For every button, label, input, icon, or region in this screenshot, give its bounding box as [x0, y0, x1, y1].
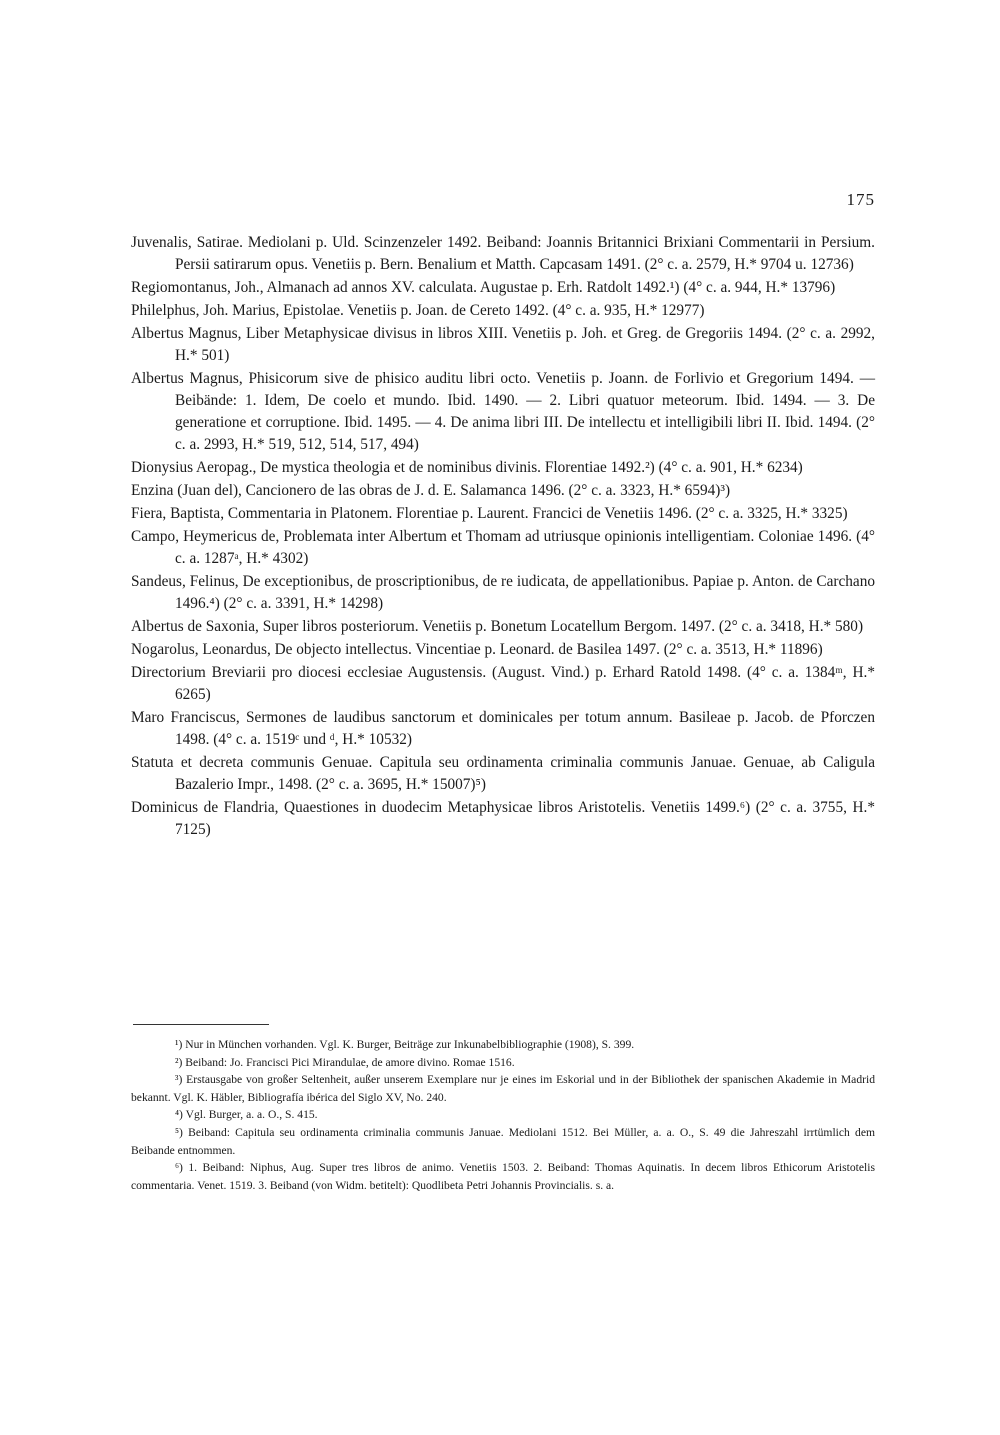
footnote: ¹) Nur in München vorhanden. Vgl. K. Burger, Beiträge zur Inkunabelbibliographie (1908), S. 399. [175, 1038, 635, 1051]
bibliography-entry: Juvenalis, Satirae. Mediolani p. Uld. Scinzenzeler 1492. Beiband: Joannis Britannici Brixiani Commentarii in Persium. Persii satirarum opus. Venetiis p. Bern. Benalium et Matth. Capcasam 1491. (2° c. a. 2579, H.* 9704 u. 12736) [131, 234, 875, 273]
bibliography-entry: Philelphus, Joh. Marius, Epistolae. Venetiis p. Joan. de Cereto 1492. (4° c. a. 935, H.* 12977) [131, 302, 705, 319]
footnote: ²) Beiband: Jo. Francisci Pici Mirandulae, de amore divino. Romae 1516. [175, 1055, 515, 1069]
bibliography-entry: Regiomontanus, Joh., Almanach ad annos XV. calculata. Augustae p. Erh. Ratdolt 1492.¹) (4° c. a. 944, H.* 13796) [131, 279, 836, 296]
bibliography-entry: Campo, Heymericus de, Problemata inter Albertum et Thomam ad utriusque opinionis intelligentiam. Coloniae 1496. (4° c. a. 1287ᵃ, H.* 4302) [131, 528, 875, 567]
bibliography-entry: Directorium Breviarii pro diocesi ecclesiae Augustensis. (August. Vind.) p. Erhard Ratold 1498. (4° c. a. 1384ᵐ, H.* 6265) [131, 664, 875, 703]
bibliography-entry: Albertus Magnus, Phisicorum sive de phisico auditu libri octo. Venetiis p. Joann. de Forlivio et Gregorium 1494. — Beibände: 1. Idem, De coelo et mundo. Ibid. 1490. — 2. Libri quatuor meteorum. Ibid. 1494. — 3. De generatione et corruptione. Ibid. 1495. — 4. De anima libri III. De intellectu et intelligibili libri II. Ibid. 1494. (2° c. a. 2993, H.* 519, 512, 514, 517, 494) [131, 370, 875, 453]
bibliography-entry: Sandeus, Felinus, De exceptionibus, de proscriptionibus, de re iudicata, de appellationibus. Papiae p. Anton. de Carchano 1496.⁴) (2° c. a. 3391, H.* 14298) [131, 573, 875, 612]
footnotes [131, 1036, 875, 1194]
bibliography-entry: Albertus de Saxonia, Super libros posteriorum. Venetiis p. Bonetum Locatellum Bergom. 1497. (2° c. a. 3418, H.* 580) [131, 618, 864, 635]
footnote: ⁶) 1. Beiband: Niphus, Aug. Super tres libros de animo. Venetiis 1503. 2. Beiband: Thomas Aquinatis. In decem libros Ethicorum Aristotelis commentaria. Venet. 1519. 3. Beiband (von Widm. betitelt): Quodlibeta Petri Johannis Provincialis. s. a. [131, 1161, 875, 1192]
footnote: ³) Erstausgabe von großer Seltenheit, außer unserem Exemplare nur je eines im Eskorial und in der Bibliothek der spanischen Akademie in Madrid bekannt. Vgl. K. Häbler, Bibliografía ibérica del Siglo XV, No. 240. [131, 1073, 875, 1104]
bibliography-entry: Fiera, Baptista, Commentaria in Platonem. Florentiae p. Laurent. Francici de Venetiis 1496. (2° c. a. 3325, H.* 3325) [131, 505, 848, 522]
bibliography-entry: Dominicus de Flandria, Quaestiones in duodecim Metaphysicae libros Aristotelis. Venetiis 1499.⁶) (2° c. a. 3755, H.* 7125) [131, 799, 875, 838]
bibliography-entry: Nogarolus, Leonardus, De objecto intellectus. Vincentiae p. Leonard. de Basilea 1497. (2° c. a. 3513, H.* 11896) [131, 641, 823, 658]
bibliography-entry: Statuta et decreta communis Genuae. Capitula seu ordinamenta criminalia communis Januae. Genuae, ab Caligula Bazalerio Impr., 1498. (2° c. a. 3695, H.* 15007)⁵) [131, 754, 875, 793]
bibliography-entry: Dionysius Aeropag., De mystica theologia et de nominibus divinis. Florentiae 1492.²) (4° c. a. 901, H.* 6234) [131, 459, 803, 476]
bibliography-entry: Albertus Magnus, Liber Metaphysicae divisus in libros XIII. Venetiis p. Joh. et Greg. de Gregoriis 1494. (2° c. a. 2992, H.* 501) [131, 325, 875, 364]
footnote: ⁴) Vgl. Burger, a. a. O., S. 415. [175, 1108, 318, 1122]
footnote-separator [133, 1024, 269, 1025]
footnote: ⁵) Beiband: Capitula seu ordinamenta criminalia communis Januae. Mediolani 1512. Bei Müller, a. a. O., S. 49 die Jahreszahl irrtümlich dem Beibande entnommen. [131, 1125, 875, 1157]
bibliography-list [131, 232, 875, 842]
bibliography-entry: Maro Franciscus, Sermones de laudibus sanctorum et dominicales per totum annum. Basileae p. Jacob. de Pforczen 1498. (4° c. a. 1519ᶜ und ᵈ, H.* 10532) [131, 709, 875, 748]
page-number: 175 [846, 190, 875, 209]
bibliography-entry: Enzina (Juan del), Cancionero de las obras de J. d. E. Salamanca 1496. (2° c. a. 3323, H.* 6594)³) [131, 482, 731, 499]
